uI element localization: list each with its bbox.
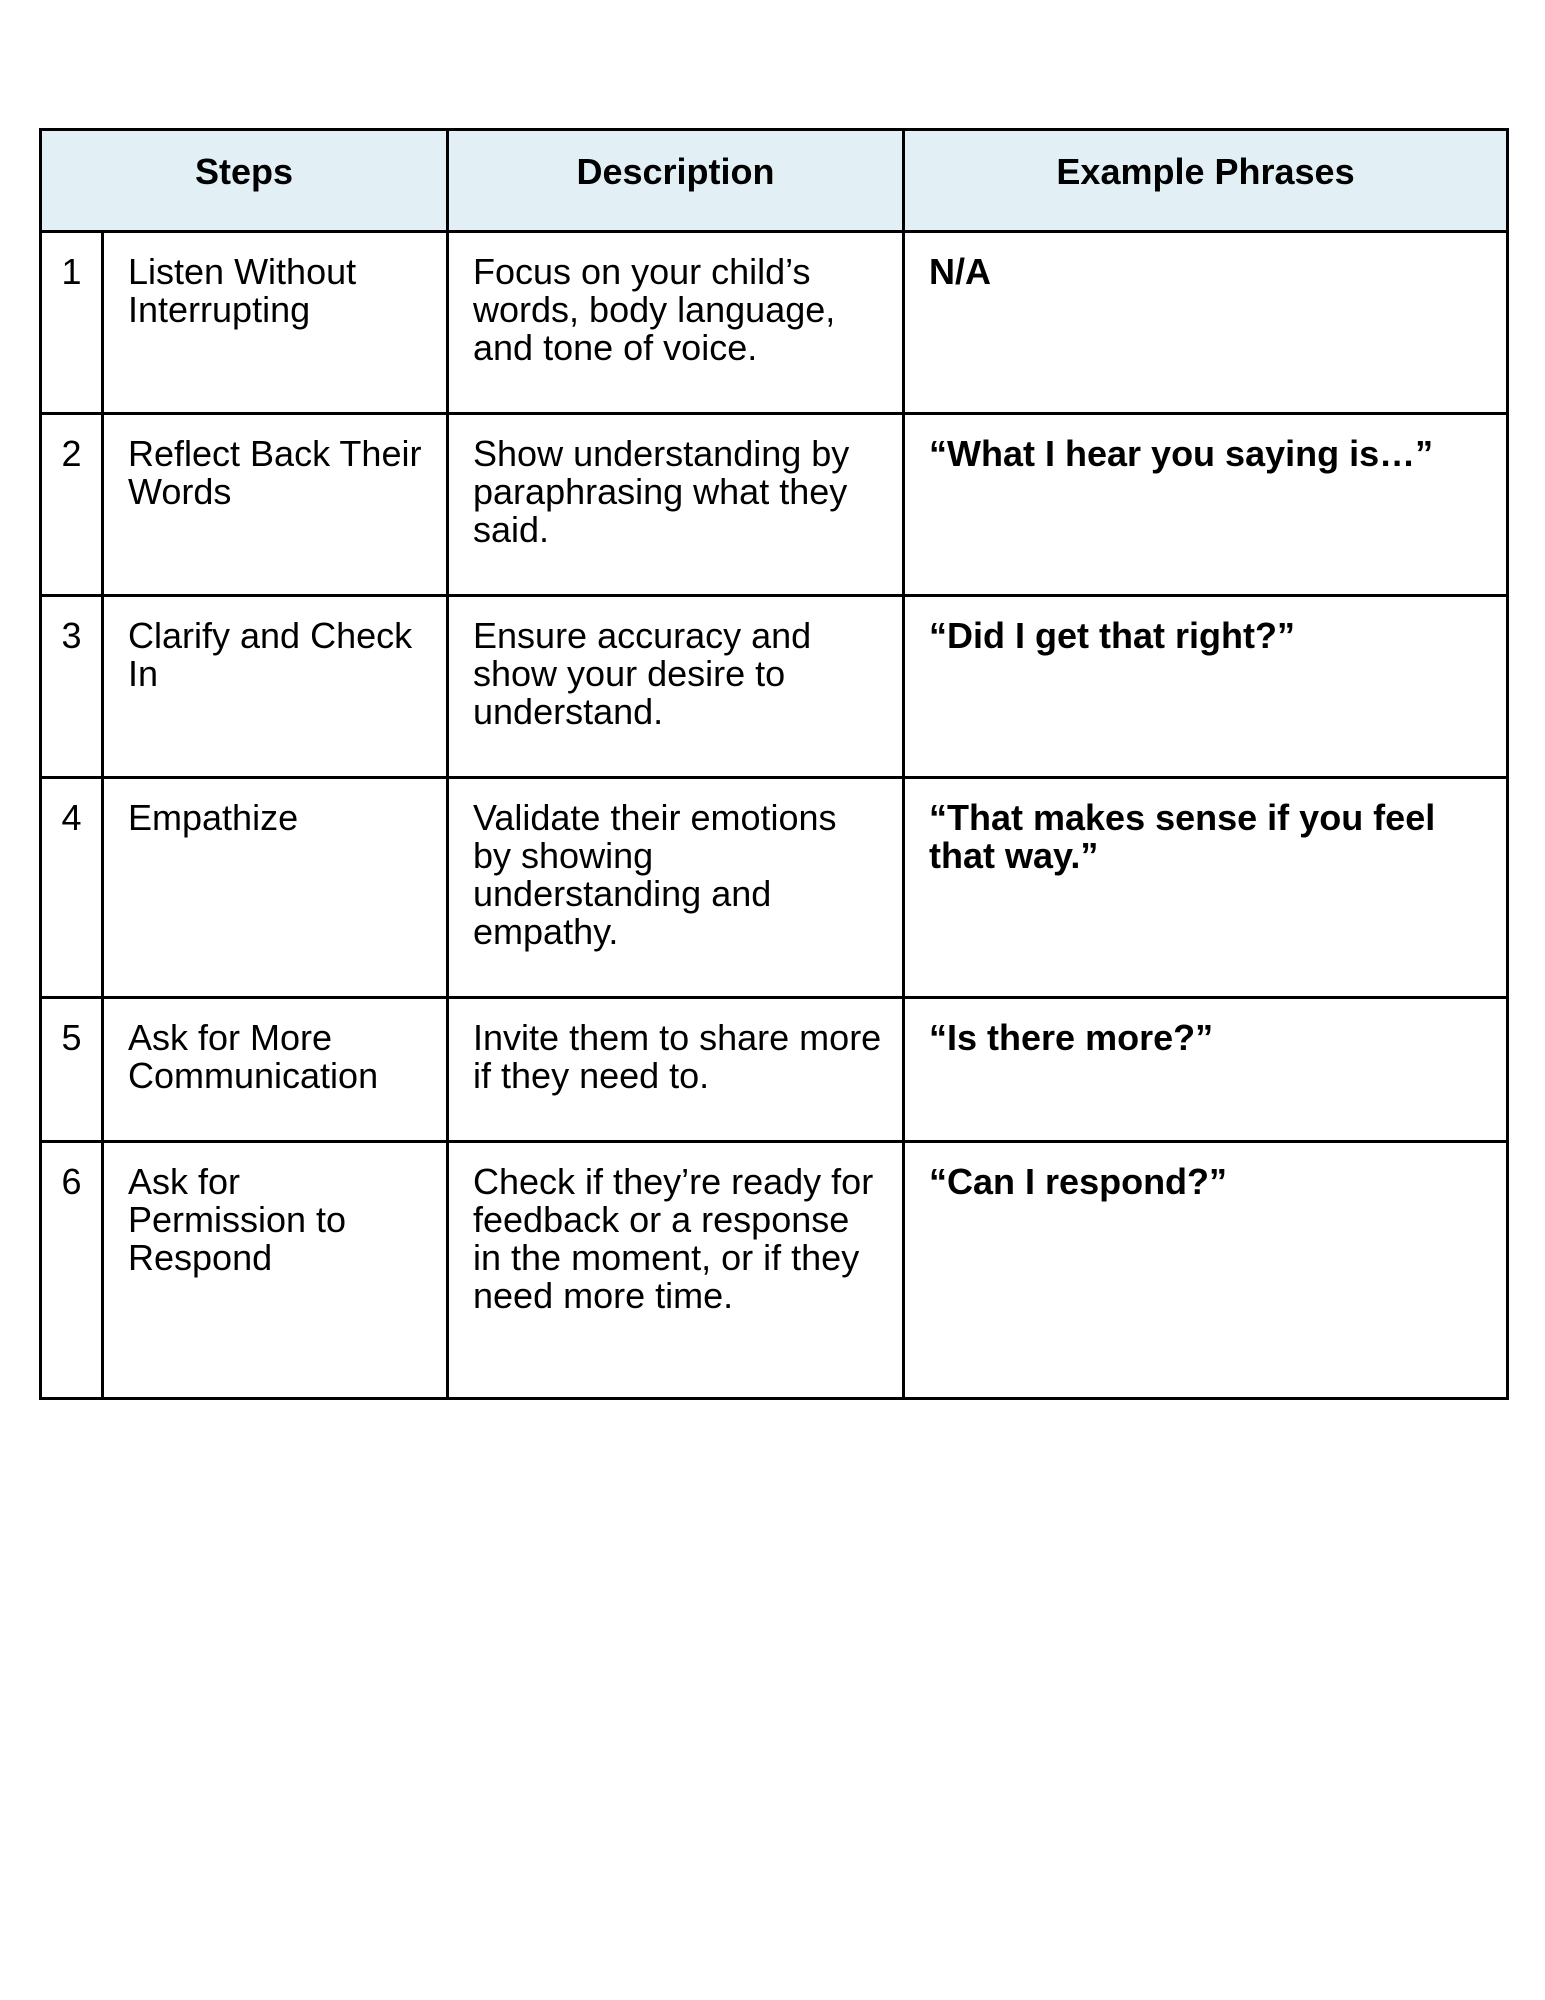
table-row <box>41 232 1508 414</box>
step-example-phrase: N/A <box>904 232 1508 414</box>
step-example-phrase: “That makes sense if you feel that way.” <box>904 778 1508 998</box>
header-example-phrases: Example Phrases <box>904 130 1508 232</box>
table-row <box>41 998 1508 1142</box>
step-number: 2 <box>41 414 103 596</box>
table-row <box>41 1142 1508 1399</box>
step-example-phrase: “What I hear you saying is…” <box>904 414 1508 596</box>
step-number: 6 <box>41 1142 103 1399</box>
step-description: Invite them to share more if they need to. <box>448 998 904 1142</box>
table-row <box>41 414 1508 596</box>
step-example-phrase: “Can I respond?” <box>904 1142 1508 1399</box>
step-name: Clarify and Check In <box>103 596 448 778</box>
header-description: Description <box>448 130 904 232</box>
step-description: Check if they’re ready for feedback or a response in the moment, or if they need more time. <box>448 1142 904 1399</box>
step-name: Listen Without Interrupting <box>103 232 448 414</box>
table-row <box>41 596 1508 778</box>
table-header-row <box>41 130 1508 232</box>
step-name: Empathize <box>103 778 448 998</box>
step-number: 4 <box>41 778 103 998</box>
header-steps: Steps <box>41 130 448 232</box>
step-name: Ask for More Communication <box>103 998 448 1142</box>
step-description: Focus on your child’s words, body language, and tone of voice. <box>448 232 904 414</box>
step-number: 1 <box>41 232 103 414</box>
active-listening-steps-table <box>39 128 1509 1400</box>
step-example-phrase: “Did I get that right?” <box>904 596 1508 778</box>
step-example-phrase: “Is there more?” <box>904 998 1508 1142</box>
table-row <box>41 778 1508 998</box>
step-name: Reflect Back Their Words <box>103 414 448 596</box>
step-number: 5 <box>41 998 103 1142</box>
step-description: Validate their emotions by showing understanding and empathy. <box>448 778 904 998</box>
step-number: 3 <box>41 596 103 778</box>
step-name: Ask for Permission to Respond <box>103 1142 448 1399</box>
step-description: Show understanding by paraphrasing what they said. <box>448 414 904 596</box>
step-description: Ensure accuracy and show your desire to understand. <box>448 596 904 778</box>
